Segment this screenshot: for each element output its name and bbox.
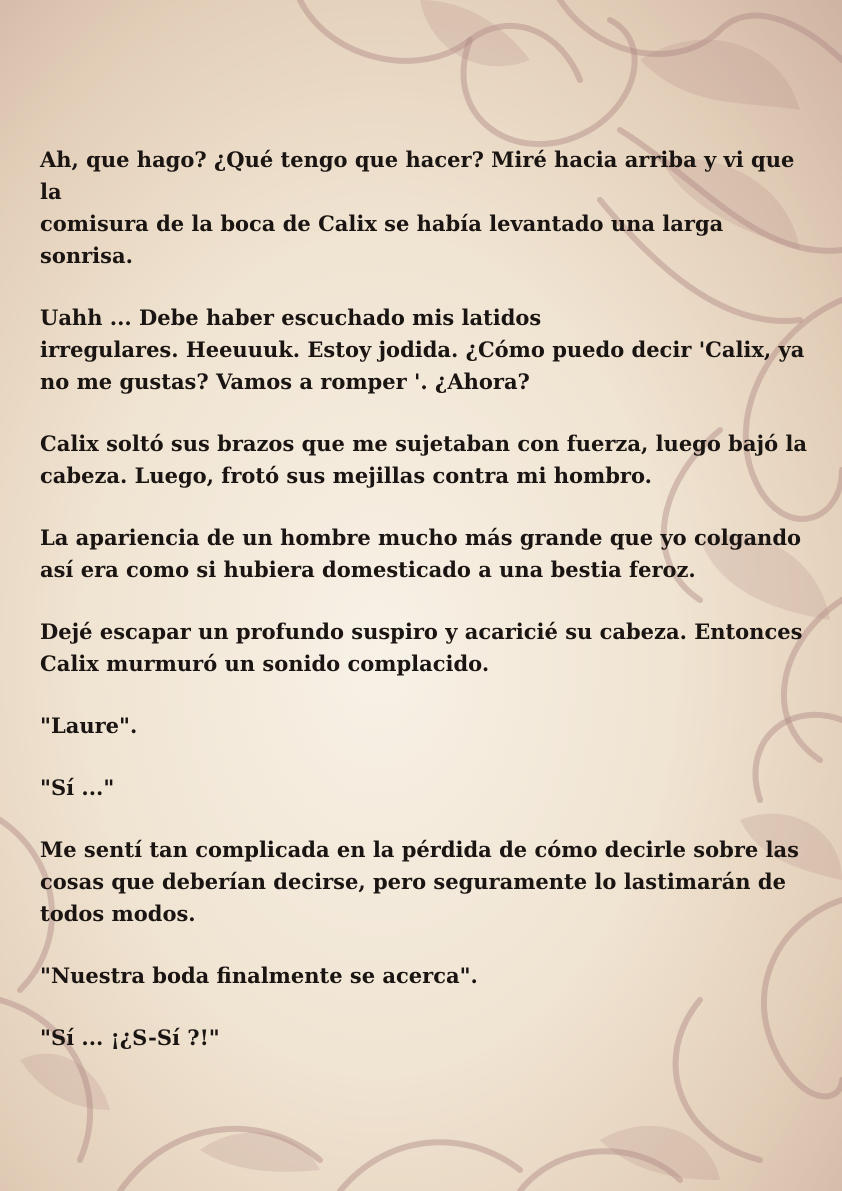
paragraph: La apariencia de un hombre mucho más grande que yo colgando así era como si hubiera domesticado a una bestia feroz.: [40, 525, 802, 582]
paragraph: Dejé escapar un profundo suspiro y acaricié su cabeza. Entonces Calix murmuró un sonido complacido.: [40, 619, 803, 676]
paragraph: Uahh ... Debe haber escuchado mis latidos irregulares. Heeuuuk. Estoy jodida. ¿Cómo puedo decir 'Calix, ya no me gustas? Vamos a romper '. ¿Ahora?: [40, 305, 805, 394]
paragraph: Calix soltó sus brazos que me sujetaban con fuerza, luego bajó la cabeza. Luego, frotó sus mejillas contra mi hombro.: [40, 431, 807, 488]
paragraph: Ah, que hago? ¿Qué tengo que hacer? Miré hacia arriba y vi que la comisura de la boca de Calix se había levantado una larga sonrisa.: [40, 147, 795, 268]
dialogue-line: "Sí ... ¡¿S-Sí ?!": [40, 1025, 220, 1050]
dialogue-line: "Sí ...": [40, 775, 115, 800]
paragraph: Me sentí tan complicada en la pérdida de cómo decirle sobre las cosas que deberían decirse, pero seguramente lo lastimarán de todos modos.: [40, 837, 799, 926]
dialogue-line: "Laure".: [40, 713, 138, 738]
dialogue-line: "Nuestra boda finalmente se acerca".: [40, 963, 478, 988]
story-text: [40, 144, 810, 1084]
